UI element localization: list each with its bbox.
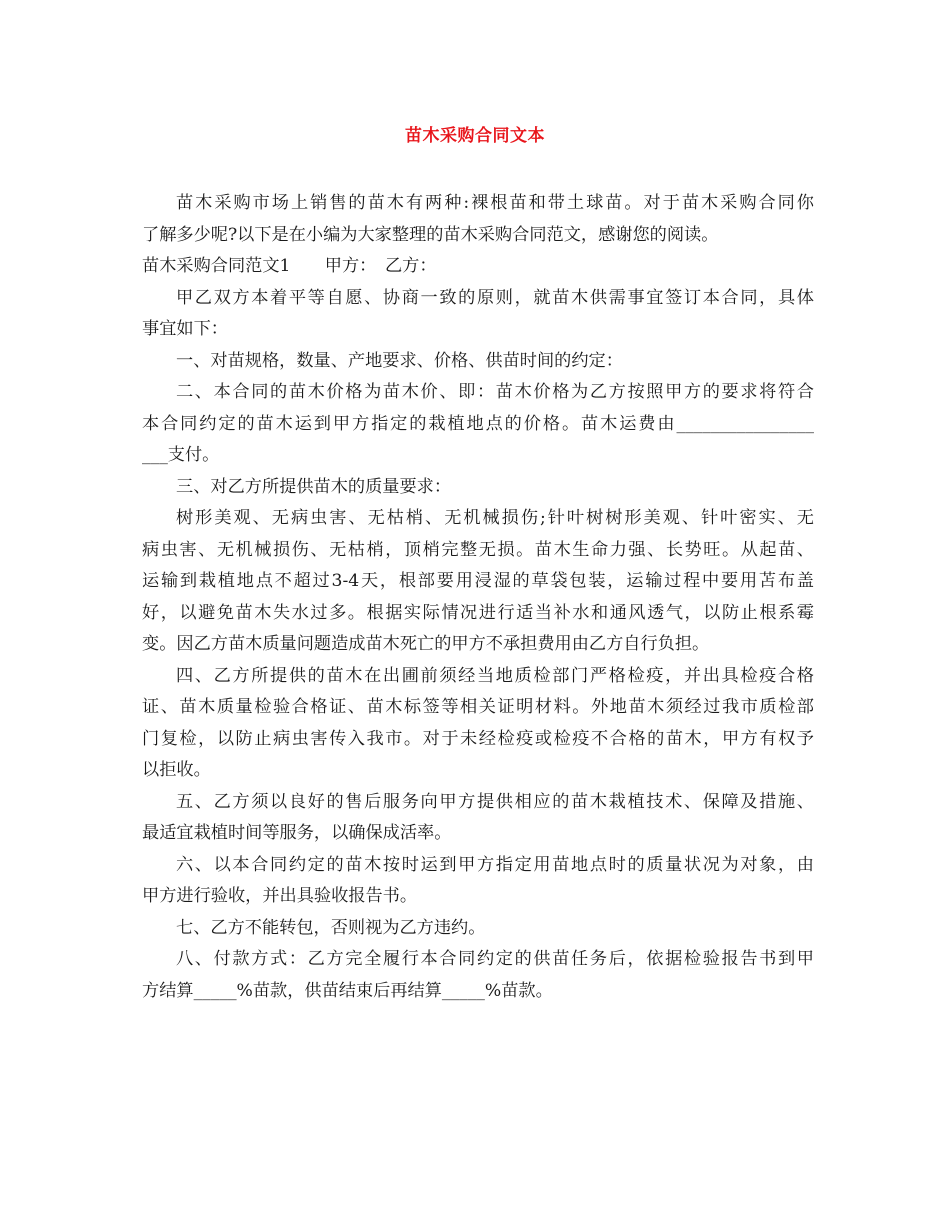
paragraph-line: 了解多少呢?以下是在小编为大家整理的苗木采购合同范文，感谢您的阅读。 bbox=[142, 224, 719, 245]
paragraph-line: 苗木采购合同范文1 甲方： 乙方： bbox=[142, 256, 437, 276]
document-title: 苗木采购合同文本 bbox=[405, 126, 545, 146]
paragraph-line: 运输到栽植地点不超过3-4天，根部要用浸湿的草袋包装，运输过程中要用苫布盖 bbox=[142, 571, 814, 591]
paragraph-line: 七、乙方不能转包，否则视为乙方违约。 bbox=[176, 917, 486, 938]
paragraph-line: 证、苗木质量检验合格证、苗木标签等相关证明材料。外地苗木须经过我市质检部 bbox=[142, 697, 814, 717]
paragraph-line: 病虫害、无机械损伤、无枯梢，顶梢完整无损。苗木生命力强、长势旺。从起苗、 bbox=[142, 539, 814, 560]
paragraph-line: 变。因乙方苗木质量问题造成苗木死亡的甲方不承担费用由乙方自行负担。 bbox=[142, 634, 710, 654]
paragraph-line: 好，以避免苗木失水过多。根据实际情况进行适当补水和通风透气，以防止根系霉 bbox=[142, 602, 814, 623]
paragraph-line: ___支付。 bbox=[142, 445, 220, 465]
document-body bbox=[142, 188, 814, 1007]
paragraph-line: 树形美观、无病虫害、无枯梢、无机械损伤;针叶树树形美观、针叶密实、无 bbox=[176, 508, 814, 528]
paragraph-line: 四、乙方所提供的苗木在出圃前须经当地质检部门严格检疫，并出具检疫合格 bbox=[176, 665, 814, 686]
paragraph-line: 甲乙双方本着平等自愿、协商一致的原则，就苗木供需事宜签订本合同，具体 bbox=[176, 287, 814, 308]
paragraph-line: 二、本合同的苗木价格为苗木价、即：苗木价格为乙方按照甲方的要求将符合 bbox=[176, 382, 814, 402]
paragraph-line: 五、乙方须以良好的售后服务向甲方提供相应的苗木栽植技术、保障及措施、 bbox=[176, 791, 814, 812]
paragraph-line: 本合同约定的苗木运到甲方指定的栽植地点的价格。苗木运费由________________ bbox=[142, 413, 814, 434]
paragraph-line: 三、对乙方所提供苗木的质量要求： bbox=[176, 476, 452, 497]
paragraph-line: 苗木采购市场上销售的苗木有两种:裸根苗和带土球苗。对于苗木采购合同你 bbox=[176, 193, 814, 213]
paragraph-line: 方结算_____%苗款，供苗结束后再结算_____%苗款。 bbox=[142, 980, 553, 1001]
paragraph-line: 八、付款方式：乙方完全履行本合同约定的供苗任务后，依据检验报告书到甲 bbox=[176, 949, 814, 969]
paragraph-line: 以拒收。 bbox=[142, 760, 211, 780]
paragraph-line: 事宜如下： bbox=[142, 319, 228, 339]
paragraph-line: 六、以本合同约定的苗木按时运到甲方指定用苗地点时的质量状况为对象，由 bbox=[176, 854, 814, 875]
paragraph-line: 门复检，以防止病虫害传入我市。对于未经检疫或检疫不合格的苗木，甲方有权予 bbox=[142, 728, 814, 749]
paragraph-line: 甲方进行验收，并出具验收报告书。 bbox=[142, 886, 418, 906]
paragraph-line: 最适宜栽植时间等服务，以确保成活率。 bbox=[142, 823, 452, 843]
paragraph-line: 一、对苗规格，数量、产地要求、价格、供苗时间的约定： bbox=[176, 350, 623, 371]
